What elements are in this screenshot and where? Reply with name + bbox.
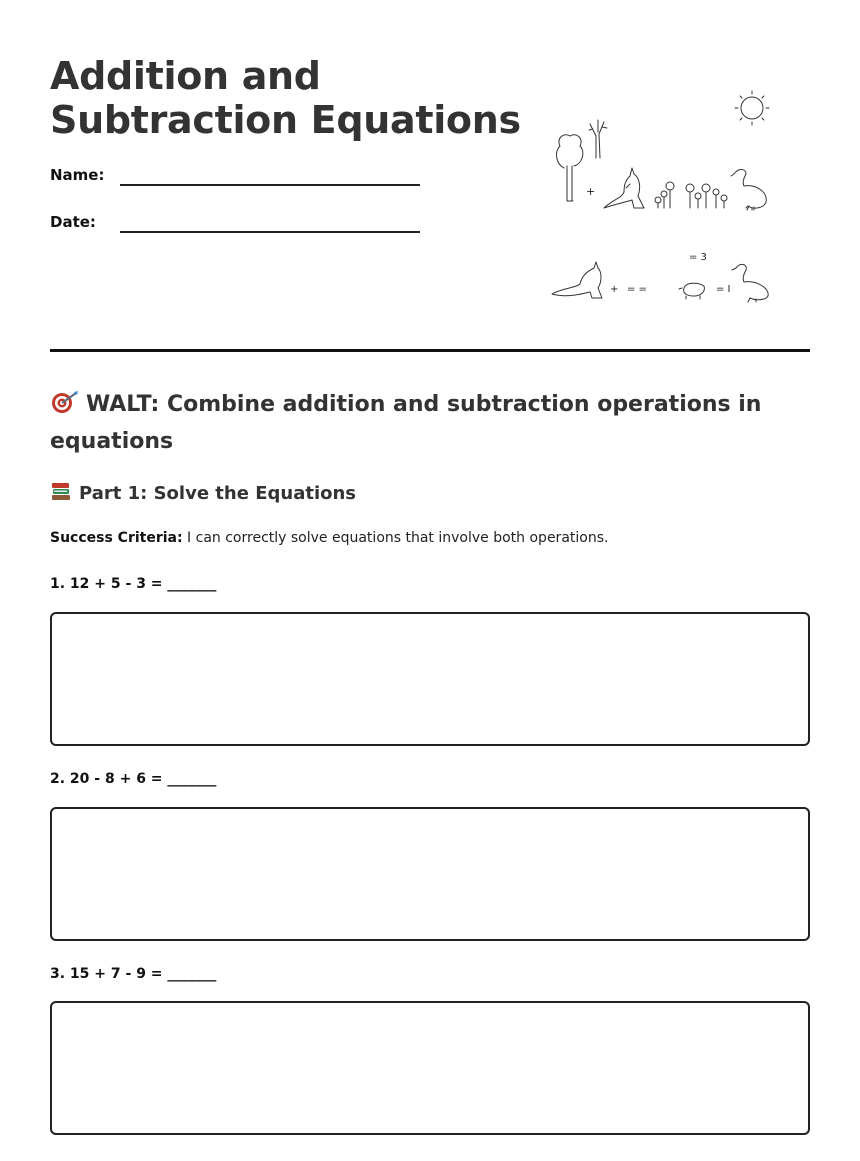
date-label: Date:: [50, 213, 96, 231]
worksheet-illustration: [546, 88, 776, 308]
date-line[interactable]: [120, 231, 420, 233]
part1-title: Part 1: Solve the Equations: [79, 483, 357, 504]
equals-mid: = =: [627, 284, 647, 295]
success-criteria: [50, 530, 608, 546]
kangaroo-small-icon: [552, 262, 602, 298]
emu-small-icon: [732, 264, 768, 302]
plus-sign-1: +: [586, 185, 596, 198]
equals-bottom: = I: [716, 284, 731, 295]
question-2: 2. 20 - 8 + 6 = _______: [50, 771, 217, 787]
title-line-1: Addition and: [50, 54, 321, 98]
flowers-icon: [655, 182, 727, 208]
header-divider: [50, 349, 810, 352]
question-1: 1. 12 + 5 - 3 = _______: [50, 576, 217, 592]
plus-sign-2: +: [610, 284, 619, 295]
criteria-label: Success Criteria:: [50, 530, 183, 546]
emu-icon: [731, 170, 766, 211]
answer-box-3[interactable]: [50, 1001, 810, 1135]
bare-tree-icon: [589, 120, 607, 158]
answer-box-1[interactable]: [50, 612, 810, 746]
walt-heading: [50, 386, 790, 460]
walt-text: WALT: Combine addition and subtraction operations in equations: [50, 392, 762, 454]
tree-icon: [557, 135, 583, 201]
title-line-2: Subtraction Equations: [50, 98, 521, 142]
answer-box-2[interactable]: [50, 807, 810, 941]
wombat-icon: [679, 283, 704, 299]
question-3: 3. 15 + 7 - 9 = _______: [50, 966, 217, 982]
criteria-text: I can correctly solve equations that involve both operations.: [182, 530, 609, 546]
kangaroo-icon: [604, 168, 644, 208]
books-icon: [50, 482, 72, 502]
equals-top: = 3: [689, 252, 707, 263]
name-label: Name:: [50, 166, 105, 184]
part1-heading: [50, 482, 356, 504]
target-dart-icon: [50, 390, 80, 414]
name-line[interactable]: [120, 184, 420, 186]
sun-icon: [735, 91, 769, 125]
worksheet-title: [50, 54, 521, 142]
